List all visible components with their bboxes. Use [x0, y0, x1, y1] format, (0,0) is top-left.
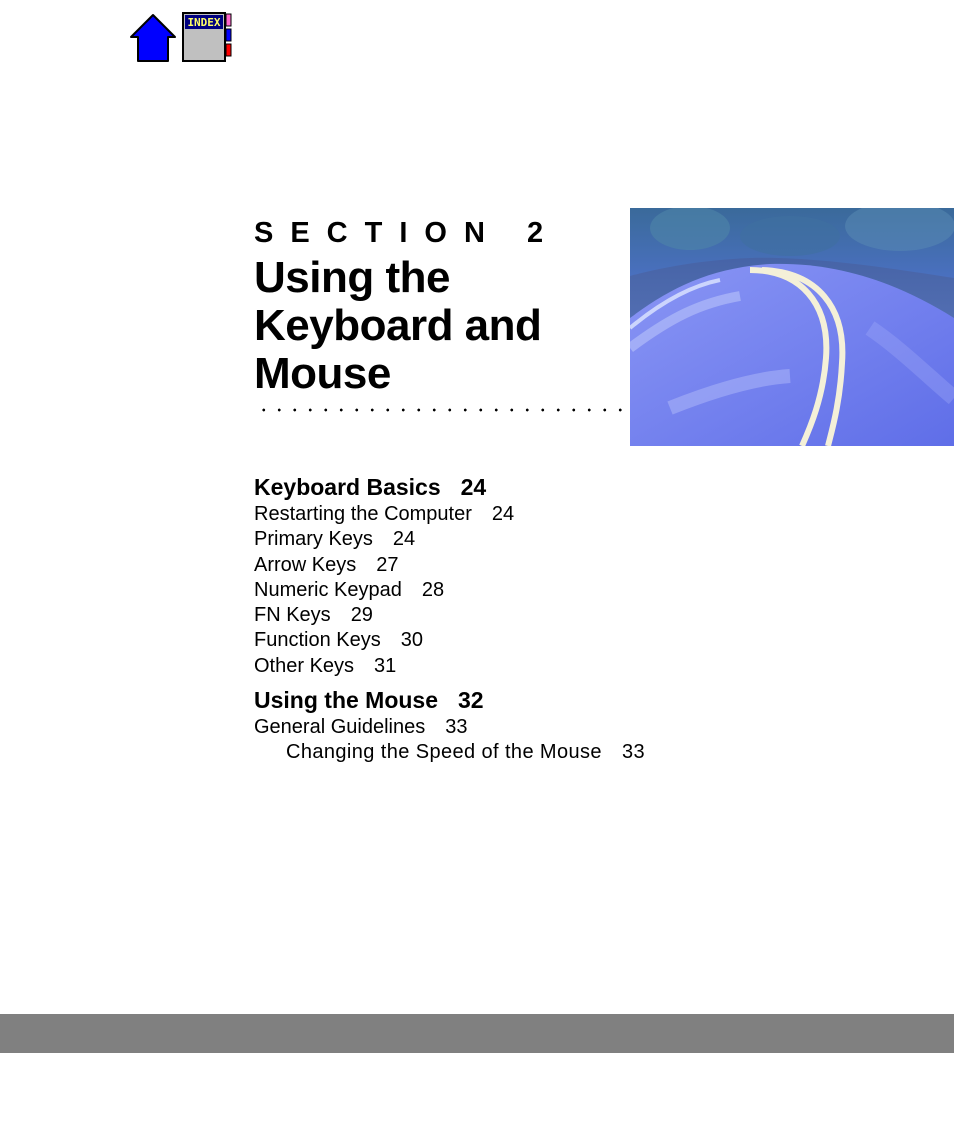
toc-item[interactable]: [254, 603, 854, 628]
home-button[interactable]: [129, 13, 177, 63]
toc-page-number: 30: [400, 629, 423, 652]
toc-item[interactable]: [254, 715, 854, 740]
home-icon: [129, 13, 177, 63]
toc-heading[interactable]: [254, 472, 854, 502]
toc-item[interactable]: [254, 502, 854, 527]
toc-heading-label: Using the Mouse: [254, 687, 439, 714]
table-of-contents: [254, 472, 854, 772]
road-photo: [630, 208, 954, 446]
toc-item[interactable]: [254, 553, 854, 578]
toc-heading-label: Keyboard Basics: [254, 474, 441, 500]
toc-heading[interactable]: [254, 685, 854, 715]
toc-item[interactable]: [254, 628, 854, 653]
toc-page-number: 24: [460, 474, 487, 500]
toc-page-number: 33: [445, 716, 468, 739]
toc-subitem[interactable]: [254, 740, 854, 765]
toc-item-label: General Guidelines: [254, 716, 426, 739]
toc-page-number: 29: [350, 604, 373, 627]
toc-item-label: Function Keys: [254, 629, 381, 652]
toc-item-label: Primary Keys: [254, 528, 373, 551]
footer-bar: [0, 1014, 954, 1053]
toc-subitem-label: Changing the Speed of the Mouse: [286, 741, 602, 764]
toc-item-label: Arrow Keys: [254, 553, 357, 576]
toc-item[interactable]: [254, 527, 854, 552]
toc-item[interactable]: [254, 654, 854, 679]
toc-item[interactable]: [254, 578, 854, 603]
toc-page-number: 31: [374, 654, 397, 677]
toc-item-label: FN Keys: [254, 604, 331, 627]
dotted-divider: [256, 408, 628, 412]
page-title: Using the Keyboard and Mouse: [254, 253, 542, 398]
index-button[interactable]: [182, 12, 233, 62]
toc-page-number: 27: [376, 553, 399, 576]
toc-item-label: Numeric Keypad: [254, 578, 402, 601]
toc-item-label: Other Keys: [254, 654, 355, 677]
toc-page-number: 24: [491, 503, 515, 525]
index-icon-label: INDEX: [187, 16, 221, 29]
toc-group-using-the-mouse: [254, 685, 854, 766]
toc-item-label: Restarting the Computer: [254, 503, 472, 525]
toc-page-number: 33: [621, 741, 646, 764]
toc-page-number: 24: [392, 528, 416, 551]
toc-page-number: 32: [458, 687, 484, 714]
section-label: SECTION 2: [254, 217, 561, 249]
toc-page-number: 28: [421, 578, 445, 601]
index-icon: [182, 12, 233, 62]
toc-group-keyboard-basics: [254, 472, 854, 679]
